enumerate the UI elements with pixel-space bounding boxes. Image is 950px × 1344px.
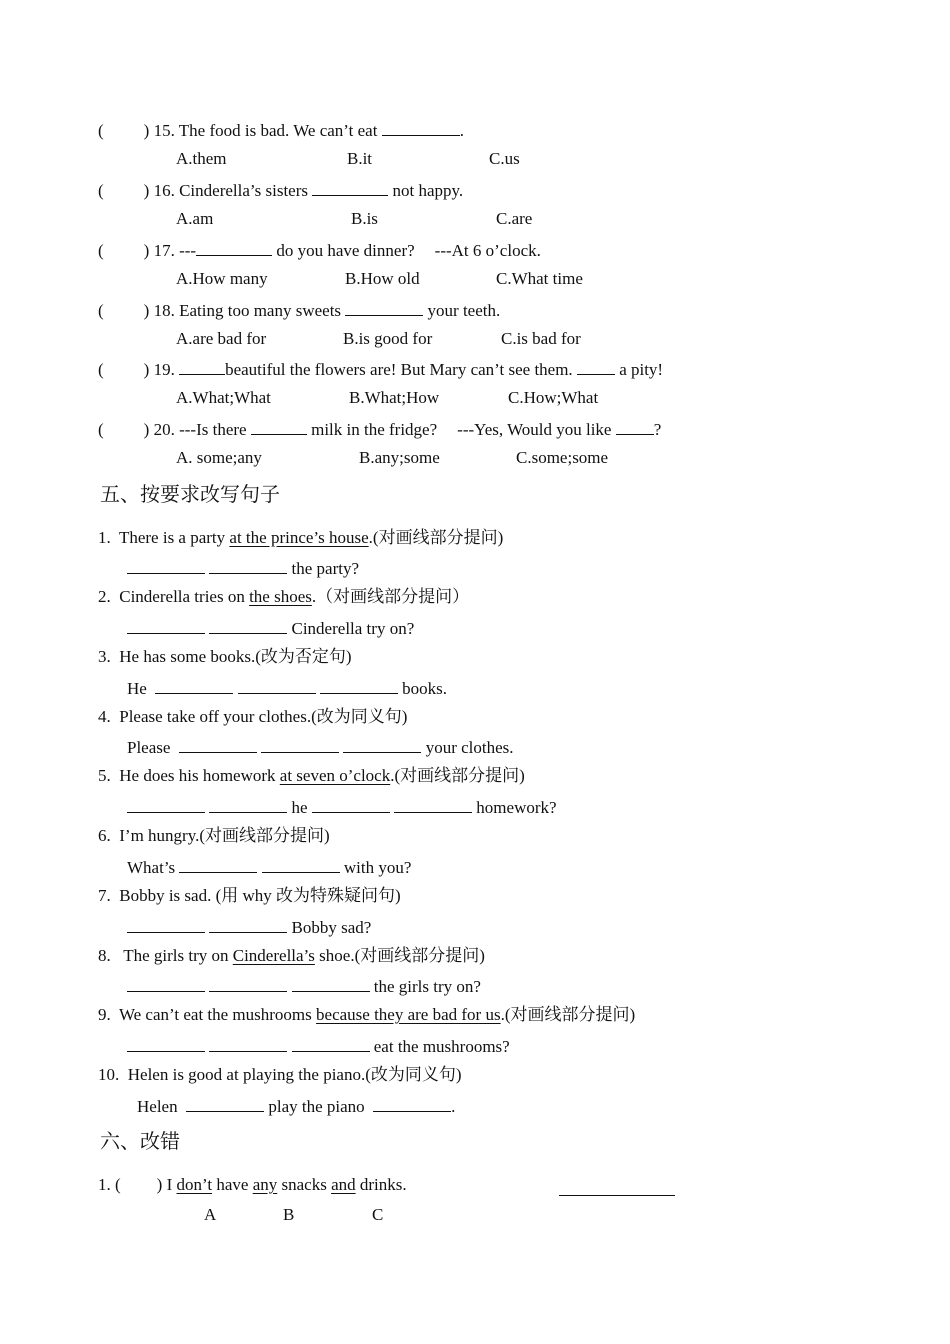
option-c: C.How;What [508,388,599,407]
answer-blank[interactable] [179,856,257,873]
answer-blank[interactable] [209,916,287,933]
answer-blank[interactable] [209,975,287,992]
option-a: A.am [176,209,214,228]
answer-blank[interactable] [577,358,615,375]
answer-blank[interactable] [343,736,421,753]
answer-blank[interactable] [127,617,205,634]
rewrite-answer-2: Cinderella try on? [127,617,414,639]
answer-blank[interactable] [238,677,316,694]
answer-blank[interactable] [394,796,472,813]
rewrite-item-8: 8. The girls try on Cinderella’s shoe.(对画线部分提问) [98,946,485,965]
rewrite-item-10: 10. Helen is good at playing the piano.(改为同义句) [98,1065,462,1084]
question-20: ( ) 20. ---Is there milk in the fridge? ---Yes, Would you like ? [98,420,662,439]
rewrite-item-6: 6. I’m hungry.(对画线部分提问) [98,826,330,845]
rewrite-answer-7: Bobby sad? [127,916,371,938]
answer-blank[interactable] [261,736,339,753]
rewrite-answer-8: the girls try on? [127,975,481,997]
correction-blank[interactable] [559,1179,675,1196]
error-item-1: 1. ( ) I don’t have any snacks and drinks. [98,1175,407,1194]
question-17: ( ) 17. --- do you have dinner? ---At 6 o’clock. [98,241,541,260]
answer-blank[interactable] [251,418,307,435]
option-a: A.them [176,149,227,168]
answer-blank[interactable] [155,677,233,694]
answer-blank[interactable] [127,975,205,992]
rewrite-item-9: 9. We can’t eat the mushrooms because they are bad for us.(对画线部分提问) [98,1005,636,1024]
answer-blank[interactable] [262,856,340,873]
option-b: B.it [347,149,373,168]
rewrite-item-3: 3. He has some books.(改为否定句) [98,647,352,666]
error-label-a: A [204,1205,217,1224]
section-6-title: 六、改错 [100,1129,180,1153]
rewrite-answer-3: He books. [127,679,447,698]
rewrite-answer-4: Please your clothes. [127,738,514,757]
question-18: ( ) 18. Eating too many sweets your teeth. [98,301,501,320]
option-b: B.is good for [343,329,433,348]
option-a: A.are bad for [176,329,267,348]
option-b: B.How old [345,269,420,288]
option-b: B.What;How [349,388,440,407]
question-19: ( ) 19. beautiful the flowers are! But Mary can’t see them. a pity! [98,360,664,379]
answer-blank[interactable] [127,557,205,574]
answer-blank[interactable] [179,736,257,753]
answer-blank[interactable] [127,796,205,813]
rewrite-answer-5: he homework? [127,796,557,818]
question-15: ( ) 15. The food is bad. We can’t eat . [98,121,464,140]
answer-blank[interactable] [382,119,460,136]
option-c: C.us [489,149,520,168]
answer-blank[interactable] [292,975,370,992]
option-b: B.is [351,209,378,228]
rewrite-item-2: 2. Cinderella tries on the shoes.（对画线部分提问） [98,587,470,606]
rewrite-item-5: 5. He does his homework at seven o’clock.(对画线部分提问) [98,766,525,785]
answer-blank[interactable] [292,1035,370,1052]
answer-blank[interactable] [345,299,423,316]
answer-blank[interactable] [196,239,272,256]
rewrite-answer-6: What’s with you? [127,858,412,877]
answer-blank[interactable] [127,1035,205,1052]
answer-blank[interactable] [179,358,225,375]
answer-blank[interactable] [127,916,205,933]
rewrite-item-7: 7. Bobby is sad. (用 why 改为特殊疑问句) [98,886,401,905]
error-label-c: C [372,1205,384,1224]
question-16: ( ) 16. Cinderella’s sisters not happy. [98,181,464,200]
option-c: C.is bad for [501,329,581,348]
rewrite-item-4: 4. Please take off your clothes.(改为同义句) [98,707,408,726]
answer-blank[interactable] [209,557,287,574]
rewrite-answer-10: Helen play the piano . [137,1097,456,1116]
section-5-title: 五、按要求改写句子 [100,482,280,506]
option-b: B.any;some [359,448,440,467]
rewrite-answer-9: eat the mushrooms? [127,1035,510,1057]
answer-blank[interactable] [312,179,388,196]
option-c: C.are [496,209,533,228]
answer-blank[interactable] [320,677,398,694]
answer-blank[interactable] [312,796,390,813]
rewrite-item-1: 1. There is a party at the prince’s house.(对画线部分提问) [98,528,504,547]
rewrite-answer-1: the party? [127,557,359,579]
option-a: A.How many [176,269,268,288]
option-c: C.some;some [516,448,609,467]
answer-blank[interactable] [209,796,287,813]
option-c: C.What time [496,269,583,288]
option-a: A. some;any [176,448,262,467]
answer-blank[interactable] [209,617,287,634]
answer-blank[interactable] [209,1035,287,1052]
option-a: A.What;What [176,388,271,407]
error-label-b: B [283,1205,295,1224]
answer-blank[interactable] [373,1095,451,1112]
answer-blank[interactable] [186,1095,264,1112]
answer-blank[interactable] [616,418,654,435]
